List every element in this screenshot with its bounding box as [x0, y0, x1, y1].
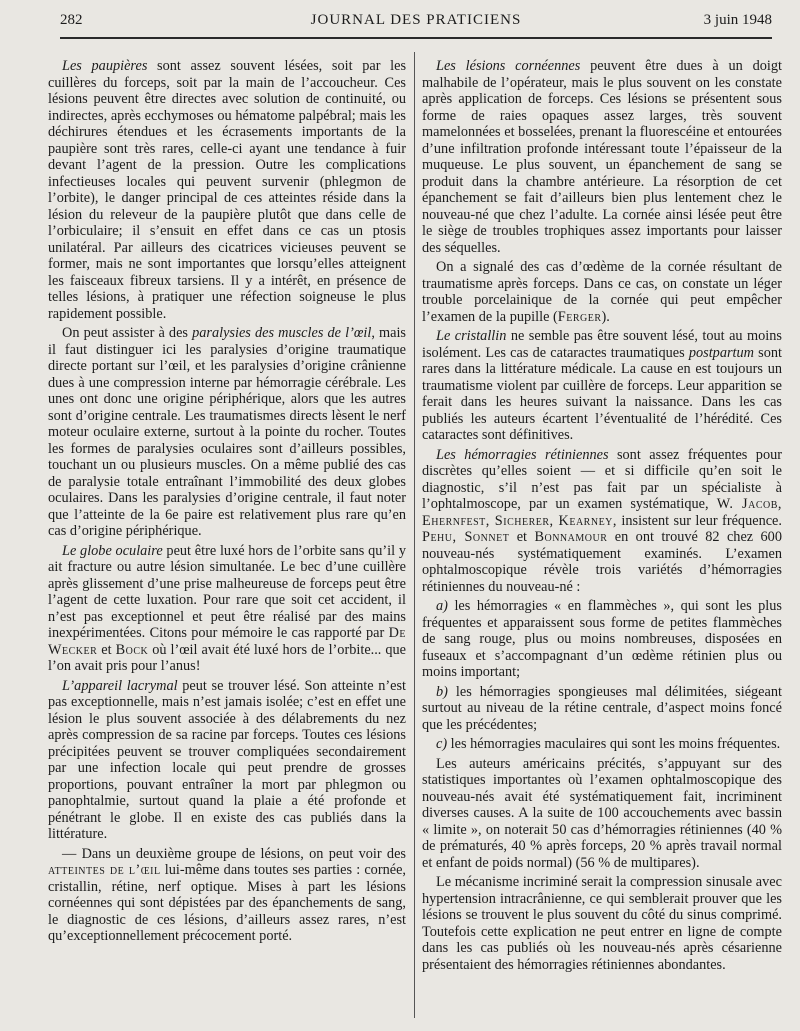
page-header: [60, 12, 772, 36]
paragraph-appareil-lacrymal: L’appareil lacrymal peut se trouver lésé. Son atteinte n’est pas exceptionnelle, mais n’est jamais isolée; c’est en effet une lésion le plus souvent associée à des délabrements du nez après compression de sa racine par forceps. Toutes ces lésions précipitées peuvent se trouver compliquées secondairement par une infection locale qui peut prendre de grosses proportions, pouvant entraîner la mort par phlegmon ou panophtalmie, surtout quand la plaie a été profonde et pénétrant le globe. Il en existe des cas publiés dans la littérature.: [48, 677, 406, 842]
list-item-c: c) les hémorragies maculaires qui sont les moins fréquentes.: [436, 736, 781, 752]
paragraph-mecanisme: Le mécanisme incriminé serait la compression sinusale avec hypertension intracrânienne, ce qui semblerait prouver que les lésions se trouvent le plus souvent du côté du sinus comprimé. Toutefois cette explication ne peut entrer en ligne de compte dans les cas publiés où les nouveau-nés après césarienne présentaient des hémorragies rétiniennes abondantes.: [422, 874, 782, 973]
issue-date: 3 juin 1948: [703, 12, 772, 28]
paragraph-cristallin: Le cristallin ne semble pas être souvent lésé, tout au moins isolément. Les cas de cataractes traumatiques postpartum sont rares dans la littérature médicale. La cause en est toujours un traumatisme violent par cuillère de forceps. Leur apparition se ferait dans les heures suivant la naissance. Dans les cas publiés les auteurs écartent l’éventualité de l’hérédité. Ces cataractes sont définitives.: [422, 328, 782, 443]
column-divider: [414, 52, 415, 1018]
paragraph-auteurs-americains: Les auteurs américains précités, s’appuyant sur des statistiques importantes où l’examen ophtalmoscopique des nouveau-nés avait été systématiquement fait, incriminent diverses causes. A la suite de 100 accouchements avec bassin « limite », on noterait 50 cas d’hémorragies rétiniennes (40 % de prématurés, 40 % après forceps, 20 % après travail normal et enfant de poids normal) (56 % de multipares).: [422, 755, 782, 871]
page-number: 282: [60, 12, 83, 28]
paragraph-lesions-corneennes: Les lésions cornéennes peuvent être dues à un doigt malhabile de l’opérateur, mais le plus souvent on les constate après application de forceps. Ces lésions se présentent sous forme de raies opaques assez larges, très souvent mamelonnées et bosselées, prenant la fluorescéine et entourées d’une infiltration profonde intéressant toute l’épaisseur de la muqueuse. Le plus souvent, un épanchement de sang se produit dans la chambre antérieure. La résorption de cet épanchement se fait d’ailleurs bien plus lentement chez le nouveau-né que chez l’adulte. La cornée ainsi lésée peut être le siège de troubles trophiques assez importants pour laisser des séquelles.: [422, 58, 782, 256]
journal-title: JOURNAL DES PRATICIENS: [310, 12, 522, 28]
right-column: [422, 58, 782, 1018]
paragraph-hemorragies-retiniennes: Les hémorragies rétiniennes sont assez fréquentes pour discrètes qu’elles soient — et si difficile qu’en soit le diagnostic, s’il n’est pas fait par un spécialiste à l’ophtalmoscope, par un examen systématique, W. Jacob, Ehernfest, Sicherer, Kearney, insistent sur leur fréquence. Pehu, Sonnet et Bonnamour en ont trouvé 82 chez 600 nouveau-nés systématiquement examinés. L’examen ophtalmoscopique révèle trois variétés d’hémorragies rétiniennes du nouveau-né :: [422, 446, 782, 595]
list-item-b: b) les hémorragies spongieuses mal délimitées, siégeant surtout au niveau de la rétine centrale, d’aspect moins foncé que les précédentes;: [422, 683, 782, 733]
paragraph-atteintes-oeil: — Dans un deuxième groupe de lésions, on peut voir des atteintes de l’œil lui-même dans toutes ses parties : cornée, cristallin, rétine, nerf optique. Mises à part les lésions cornéennes qui sont dépistées par des épanchements de sang, le diagnostic de ces lésions, d’ailleurs assez rares, n’est qu’exceptionnellement précocement porté.: [48, 845, 406, 944]
left-column: [48, 58, 406, 1018]
header-rule: [60, 37, 772, 39]
paragraph-oedeme-cornee: On a signalé des cas d’œdème de la cornée résultant de traumatisme après forceps. Dans ce cas, on constate un léger trouble porcelainique de la cornée qui peut empêcher l’examen de la pupille (Ferger).: [422, 259, 782, 325]
paragraph-paupieres: Les paupières sont assez souvent lésées, soit par les cuillères du forceps, soit par la main de l’accoucheur. Ces lésions peuvent être directes avec solution de continuité, ou indirectes, après ecchymoses ou hématome palpébral; mais les déchirures étendues et les écrasements importants de la paupière sont très rares, celle-ci ayant une tendance à fuir devant l’agent de la pression. Outre les complications infectieuses locales qui peuvent survenir (phlegmon de l’orbite), le danger principal de ces atteintes réside dans la lésion du releveur de la paupière plutôt que dans celle de l’orbiculaire; il s’ensuit en effet dans ce cas un ptosis unilatéral. Par ailleurs des cicatrices vicieuses peuvent se former, mais ne sont importantes que lorsqu’elles atteignent les faisceaux fibreux tarsiens. Il y a intérêt, en présence de telles lésions, à pratiquer une réfection soigneuse le plus rapidement possible.: [48, 58, 406, 322]
paragraph-paralysies: On peut assister à des paralysies des muscles de l’œil, mais il faut distinguer ici les paralysies d’origine traumatique directe portant sur l’œil, et les paralysies d’origine crânienne dues à une compression interne par hémorragie cérébrale. Les unes ont donc une origine périphérique, alors que les autres sont d’origine centrale. Les traumatismes directs lèsent le nerf moteur oculaire externe, surtout à la pointe du rocher. Toutes les formes de paralysies oculaires sont d’ailleurs possibles, touchant un ou plusieurs muscles. On a même publié des cas de paralysie totale entraînant l’immobilité des deux globes oculaires. Dans les paralysies d’origine centrale, il faut noter que l’atteinte de la 6e paire est relativement plus rare qu’en cas d’origine périphérique.: [48, 325, 406, 539]
list-item-a: a) les hémorragies « en flammèches », qui sont les plus fréquentes et apparaissent sous forme de petites flammèches de sang rouge, plus ou moins nombreuses, disposées en fuseaux et s’accompagnant d’un œdème rétinien plus ou moins important;: [422, 598, 782, 680]
paragraph-globe-oculaire: Le globe oculaire peut être luxé hors de l’orbite sans qu’il y ait fracture ou autre lésion simultanée. Le bec d’une cuillère après glissement d’une prise malheureuse de forceps peut être l’agent de cette luxation. Pour rare que soit cet accident, il n’est pas exceptionnel et peut être réalisé par des mains inexpérimentées. Citons pour mémoire le cas rapporté par De Wecker et Bock où l’œil avait été luxé hors de l’orbite... que l’on avait pris pour l’anus!: [48, 542, 406, 674]
